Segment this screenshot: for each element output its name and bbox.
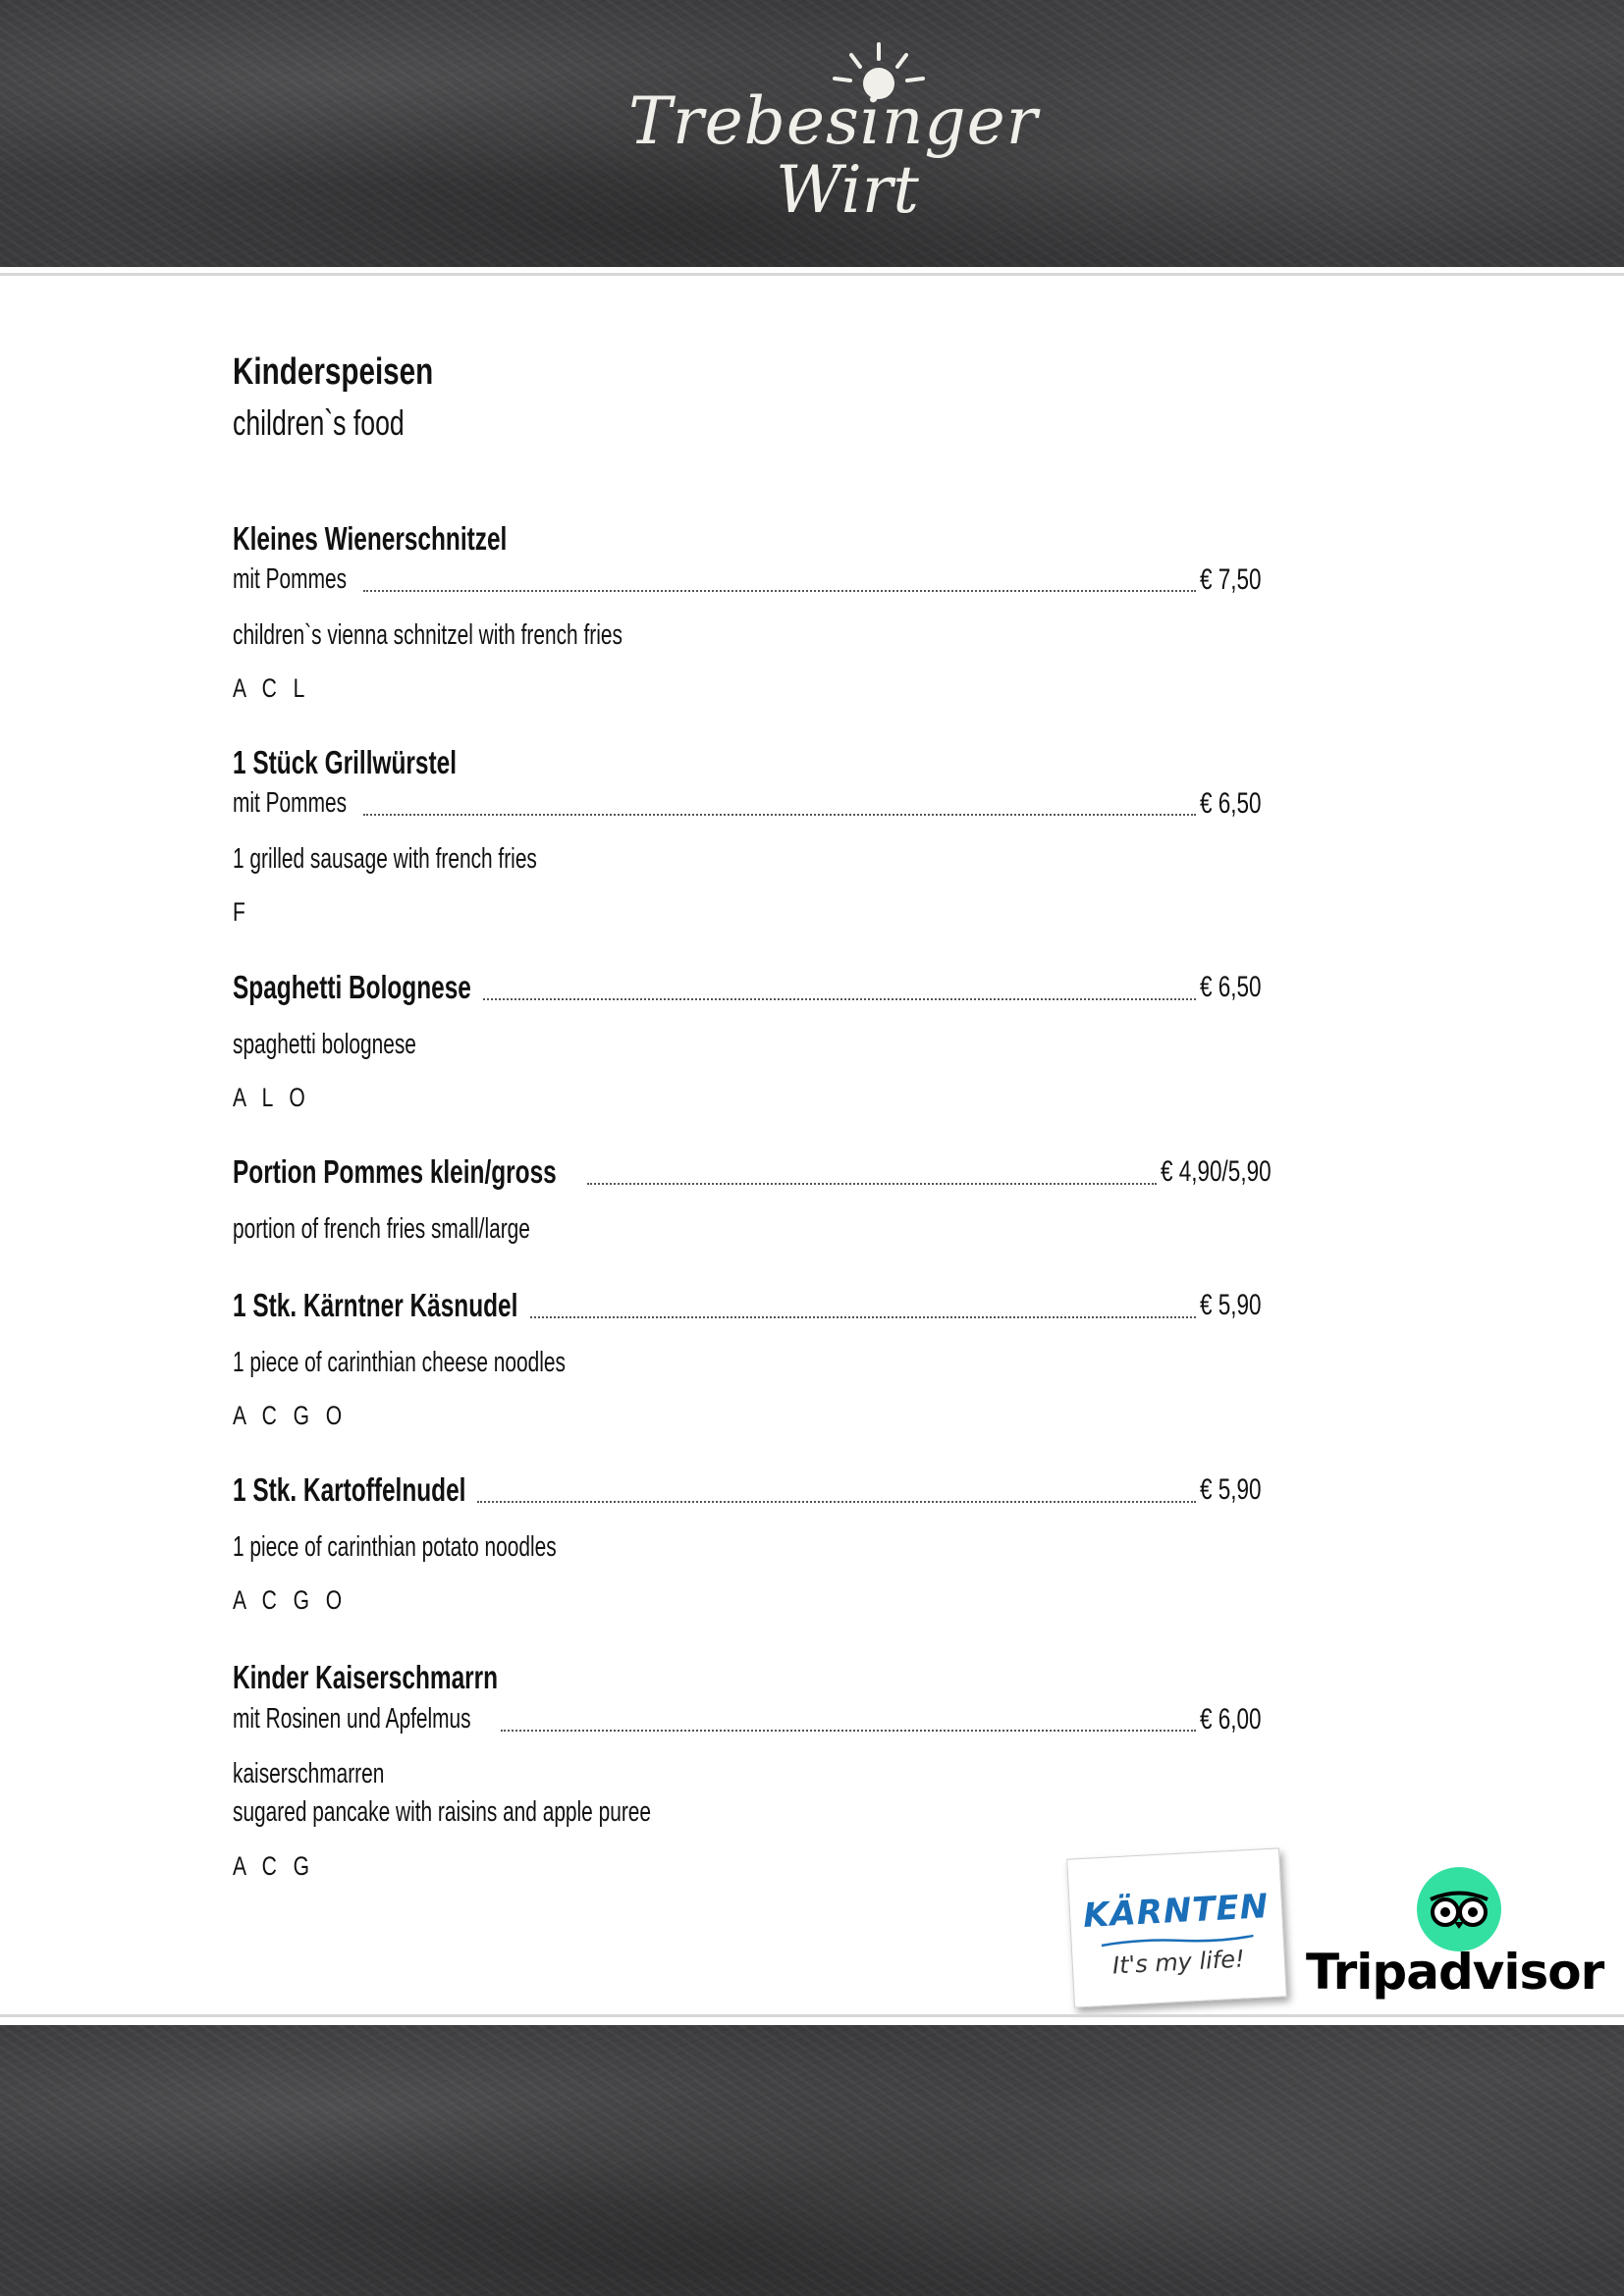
kaernten-badge [1066,1847,1287,2007]
kaernten-tagline: It's my life! [1111,1945,1246,1980]
item-name: 1 Stk. Kärntner Käsnudel [233,1287,518,1323]
top-divider [0,273,1624,276]
dot-leader [587,1183,1157,1185]
kaernten-title: KÄRNTEN [1082,1887,1271,1936]
item-price: € 6,50 [1200,787,1262,820]
item-price: € 7,50 [1200,563,1262,596]
item-price: € 5,90 [1200,1473,1262,1506]
logo-text-line1: Trebesinger [628,83,1039,159]
item-allergens: F [233,897,251,927]
dot-leader [477,1501,1196,1503]
item-description: 1 piece of carinthian cheese noodles [233,1347,566,1378]
item-allergens: A C G O [233,1401,348,1430]
item-name: Kleines Wienerschnitzel [233,520,508,557]
item-name: Spaghetti Bolognese [233,969,471,1005]
item-allergens: A C G O [233,1585,348,1615]
dot-leader [363,814,1196,816]
item-allergens: A C L [233,673,310,703]
dot-leader [501,1730,1196,1732]
item-name: 1 Stk. Kartoffelnudel [233,1471,466,1508]
item-price: € 6,50 [1200,971,1262,1003]
item-detail: mit Pommes [233,787,348,819]
dot-leader [483,998,1196,1000]
item-price: € 4,90/5,90 [1161,1155,1272,1188]
item-allergens: A C G [233,1851,315,1881]
item-detail: mit Rosinen und Apfelmus [233,1703,471,1735]
item-description: portion of french fries small/large [233,1213,530,1245]
item-description: spaghetti bolognese [233,1029,416,1060]
item-description: 1 grilled sausage with french fries [233,843,537,875]
dot-leader [363,590,1196,592]
item-name: Kinder Kaiserschmarrn [233,1659,499,1695]
item-name: 1 Stück Grillwürstel [233,744,458,780]
item-name: Portion Pommes klein/gross [233,1153,557,1190]
tripadvisor-owl-icon [1417,1867,1501,1951]
logo-text-line2: Wirt [776,152,919,228]
item-price: € 6,00 [1200,1703,1262,1735]
item-allergens: A L O [233,1083,311,1112]
item-price: € 5,90 [1200,1289,1262,1321]
item-description: 1 piece of carinthian potato noodles [233,1531,557,1563]
dot-leader [530,1316,1196,1318]
tripadvisor-wordmark: Tripadvisor [1306,1944,1604,2001]
item-description: children`s vienna schnitzel with french fries [233,619,623,651]
restaurant-logo [574,39,1065,236]
menu-subtitle: children`s food [233,402,405,443]
bottom-divider [0,2014,1624,2017]
item-detail: mit Pommes [233,563,348,595]
item-description: kaiserschmarren [233,1758,385,1789]
item-description-secondary: sugared pancake with raisins and apple puree [233,1796,652,1828]
menu-title: Kinderspeisen [233,351,434,393]
footer-banner [0,2025,1624,2296]
